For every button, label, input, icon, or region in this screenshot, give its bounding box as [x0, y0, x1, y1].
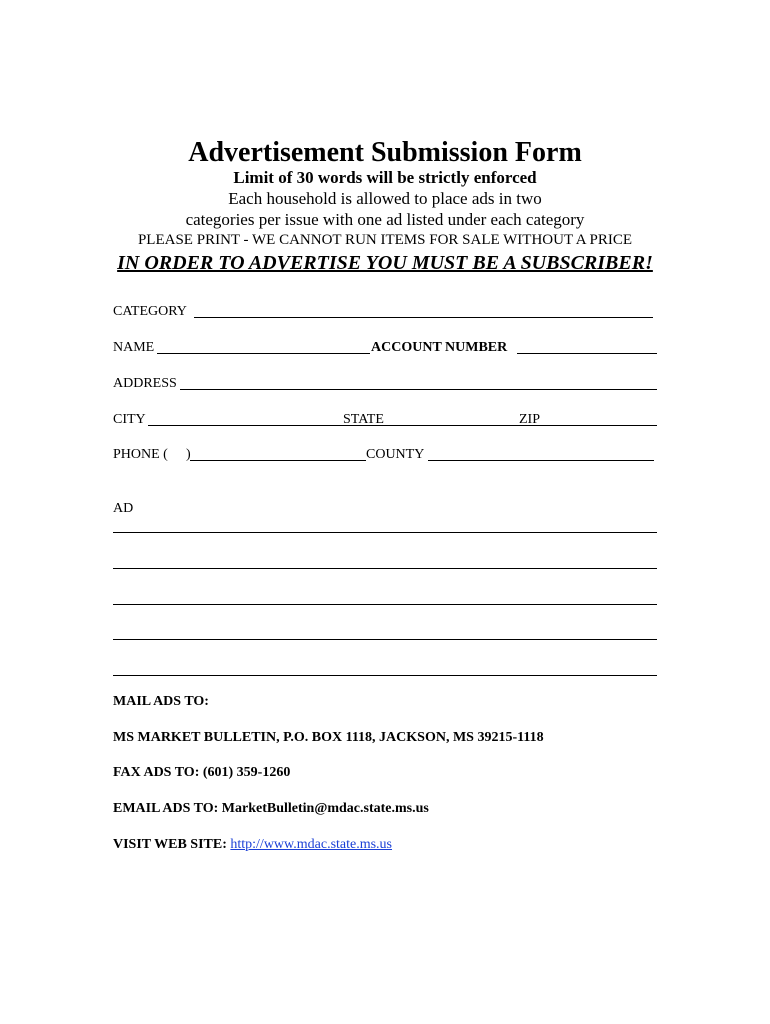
- city-label: CITY: [113, 412, 146, 427]
- website-link[interactable]: http://www.mdac.state.ms.us: [230, 837, 393, 852]
- print-notice: PLEASE PRINT - WE CANNOT RUN ITEMS FOR SALE WITHOUT A PRICE: [137, 232, 633, 248]
- subscriber-notice: IN ORDER TO ADVERTISE YOU MUST BE A SUBSCRIBER!: [117, 252, 653, 274]
- mail-heading: MAIL ADS TO:: [113, 694, 209, 709]
- word-limit-notice: Limit of 30 words will be strictly enforced: [233, 168, 537, 187]
- account-number-label: ACCOUNT NUMBER: [371, 340, 508, 355]
- county-field[interactable]: [428, 460, 654, 461]
- account-number-field[interactable]: [517, 353, 657, 354]
- category-label: CATEGORY: [113, 304, 187, 319]
- phone-paren-close: ): [186, 447, 191, 462]
- name-field[interactable]: [157, 353, 370, 354]
- state-label: STATE: [343, 412, 384, 427]
- ad-label: AD: [113, 501, 134, 516]
- city-state-zip-field[interactable]: [148, 425, 657, 426]
- category-field[interactable]: [194, 317, 653, 318]
- website-line: [113, 836, 392, 854]
- phone-label: PHONE (: [113, 447, 168, 462]
- ad-line[interactable]: [113, 532, 657, 533]
- address-label: ADDRESS: [113, 376, 177, 391]
- zip-label: ZIP: [519, 412, 540, 427]
- email-address: EMAIL ADS TO: MarketBulletin@mdac.state.ms.us: [113, 801, 429, 816]
- name-label: NAME: [113, 340, 155, 355]
- website-label: VISIT WEB SITE:: [113, 837, 227, 852]
- phone-field[interactable]: [190, 460, 366, 461]
- household-notice-line2: categories per issue with one ad listed under each category: [185, 210, 585, 229]
- ad-line[interactable]: [113, 568, 657, 569]
- mail-address: MS MARKET BULLETIN, P.O. BOX 1118, JACKSON, MS 39215-1118: [113, 730, 544, 745]
- ad-line[interactable]: [113, 604, 657, 605]
- ad-line[interactable]: [113, 639, 657, 640]
- address-field[interactable]: [180, 389, 657, 390]
- household-notice-line1: Each household is allowed to place ads in two: [228, 189, 542, 208]
- form-title: Advertisement Submission Form: [188, 137, 582, 168]
- fax-number: FAX ADS TO: (601) 359-1260: [113, 765, 291, 780]
- county-label: COUNTY: [366, 447, 425, 462]
- ad-line[interactable]: [113, 675, 657, 676]
